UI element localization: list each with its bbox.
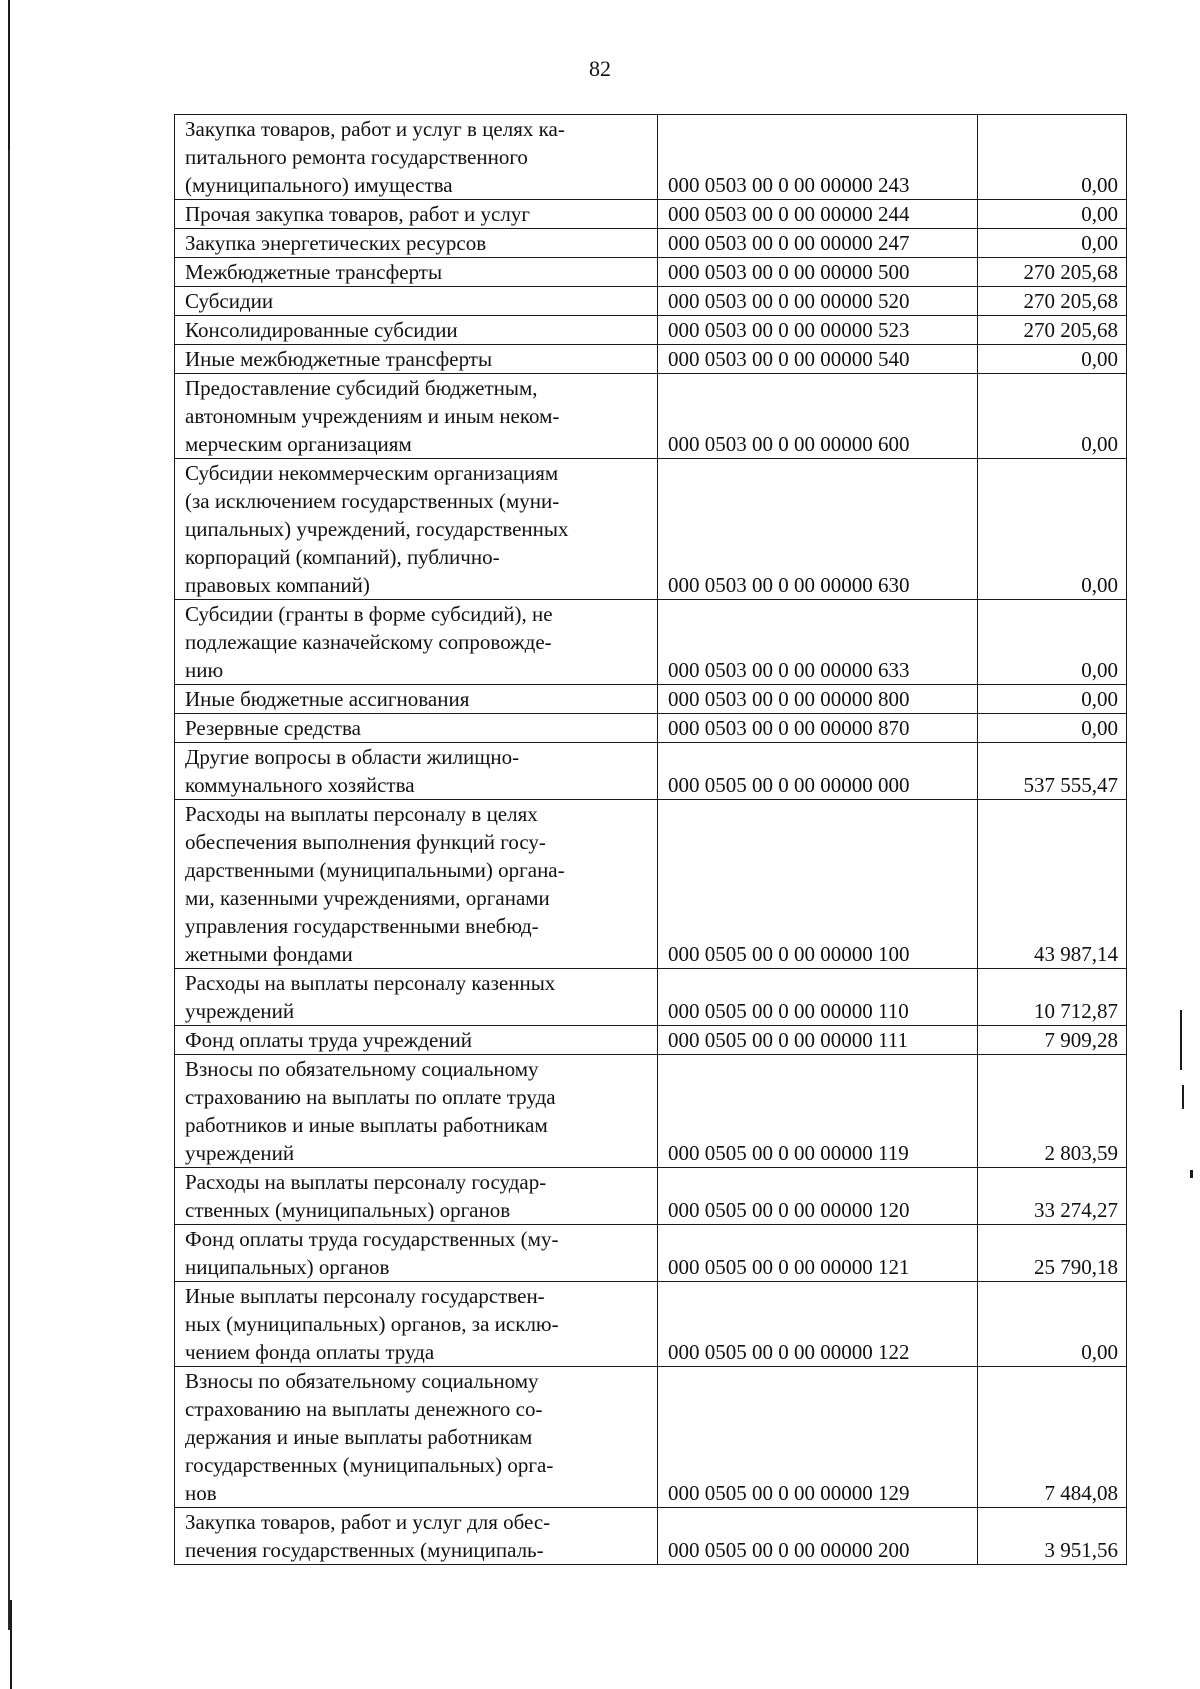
budget-code-cell: 000 0503 00 0 00 00000 870 (658, 714, 978, 743)
amount-cell: 25 790,18 (978, 1225, 1127, 1282)
page-number: 82 (589, 56, 611, 81)
expense-name-cell: Прочая закупка товаров, работ и услуг (175, 200, 658, 229)
expense-name-cell: Иные межбюджетные трансферты (175, 345, 658, 374)
table-row (175, 1168, 1127, 1225)
table-row (175, 1508, 1127, 1565)
table-row (175, 743, 1127, 800)
expense-name-cell: Консолидированные субсидии (175, 316, 658, 345)
scan-edge-line (1180, 1010, 1182, 1070)
amount-cell: 0,00 (978, 600, 1127, 685)
amount-cell: 270 205,68 (978, 316, 1127, 345)
table-row (175, 1367, 1127, 1508)
table-row (175, 800, 1127, 969)
expense-name-cell: Закупка товаров, работ и услуг для обес- печения государственных (муниципаль- (175, 1508, 658, 1565)
amount-cell: 2 803,59 (978, 1055, 1127, 1168)
table-body (175, 115, 1127, 1565)
amount-cell: 0,00 (978, 459, 1127, 600)
expense-name-cell: Субсидии некоммерческим организациям (за исключением государственных (муни- ципальных) учреждений, государственных корпораций (компаний), публично- правовых компаний) (175, 459, 658, 600)
amount-cell: 0,00 (978, 115, 1127, 200)
budget-code-cell: 000 0505 00 0 00 00000 129 (658, 1367, 978, 1508)
expense-name-cell: Закупка энергетических ресурсов (175, 229, 658, 258)
budget-code-cell: 000 0503 00 0 00 00000 520 (658, 287, 978, 316)
table-row (175, 229, 1127, 258)
amount-cell: 33 274,27 (978, 1168, 1127, 1225)
expense-name-cell: Субсидии (гранты в форме субсидий), не подлежащие казначейскому сопровожде- нию (175, 600, 658, 685)
expense-name-cell: Расходы на выплаты персоналу государ- ственных (муниципальных) органов (175, 1168, 658, 1225)
amount-cell: 0,00 (978, 685, 1127, 714)
amount-cell: 0,00 (978, 345, 1127, 374)
amount-cell: 0,00 (978, 1282, 1127, 1367)
budget-code-cell: 000 0505 00 0 00 00000 000 (658, 743, 978, 800)
amount-cell: 7 484,08 (978, 1367, 1127, 1508)
amount-cell: 7 909,28 (978, 1026, 1127, 1055)
expense-name-cell: Иные бюджетные ассигнования (175, 685, 658, 714)
budget-code-cell: 000 0505 00 0 00 00000 121 (658, 1225, 978, 1282)
expense-name-cell: Расходы на выплаты персоналу в целях обеспечения выполнения функций госу- дарственными (муниципальными) органа- ми, казенными учреждениями, органами управления государственными внебюд- жетными фондами (175, 800, 658, 969)
amount-cell: 3 951,56 (978, 1508, 1127, 1565)
budget-code-cell: 000 0503 00 0 00 00000 247 (658, 229, 978, 258)
budget-code-cell: 000 0503 00 0 00 00000 540 (658, 345, 978, 374)
amount-cell: 0,00 (978, 200, 1127, 229)
expense-name-cell: Субсидии (175, 287, 658, 316)
table-row (175, 287, 1127, 316)
expense-name-cell: Фонд оплаты труда учреждений (175, 1026, 658, 1055)
budget-code-cell: 000 0503 00 0 00 00000 600 (658, 374, 978, 459)
table-row (175, 200, 1127, 229)
table-row (175, 374, 1127, 459)
budget-code-cell: 000 0505 00 0 00 00000 110 (658, 969, 978, 1026)
table-row (175, 1055, 1127, 1168)
budget-code-cell: 000 0505 00 0 00 00000 122 (658, 1282, 978, 1367)
scan-edge-line (10, 1600, 12, 1689)
scan-edge-line (8, 150, 10, 1630)
budget-code-cell: 000 0503 00 0 00 00000 800 (658, 685, 978, 714)
expense-name-cell: Взносы по обязательному социальному страхованию на выплаты денежного со- держания и иные выплаты работникам государственных (муниципальных) орга- нов (175, 1367, 658, 1508)
expense-name-cell: Резервные средства (175, 714, 658, 743)
scan-edge-line (1182, 1085, 1184, 1109)
table-row (175, 969, 1127, 1026)
table-row (175, 316, 1127, 345)
amount-cell: 10 712,87 (978, 969, 1127, 1026)
budget-code-cell: 000 0503 00 0 00 00000 244 (658, 200, 978, 229)
expense-name-cell: Закупка товаров, работ и услуг в целях ка- питального ремонта государственного (муниципального) имущества (175, 115, 658, 200)
amount-cell: 270 205,68 (978, 287, 1127, 316)
scan-speck (9, 1617, 11, 1623)
expense-name-cell: Межбюджетные трансферты (175, 258, 658, 287)
table-row (175, 714, 1127, 743)
expense-name-cell: Расходы на выплаты персоналу казенных учреждений (175, 969, 658, 1026)
table-row (175, 685, 1127, 714)
budget-code-cell: 000 0503 00 0 00 00000 523 (658, 316, 978, 345)
budget-code-cell: 000 0503 00 0 00 00000 630 (658, 459, 978, 600)
table-row (175, 459, 1127, 600)
table-row (175, 115, 1127, 200)
budget-code-cell: 000 0503 00 0 00 00000 243 (658, 115, 978, 200)
expense-name-cell: Иные выплаты персоналу государствен- ных (муниципальных) органов, за исклю- чением фонда оплаты труда (175, 1282, 658, 1367)
amount-cell: 0,00 (978, 374, 1127, 459)
amount-cell: 270 205,68 (978, 258, 1127, 287)
table-row (175, 258, 1127, 287)
table-row (175, 345, 1127, 374)
budget-code-cell: 000 0503 00 0 00 00000 633 (658, 600, 978, 685)
budget-expenditure-table (174, 114, 1127, 1565)
expense-name-cell: Фонд оплаты труда государственных (му- ниципальных) органов (175, 1225, 658, 1282)
budget-code-cell: 000 0505 00 0 00 00000 111 (658, 1026, 978, 1055)
table-row (175, 1225, 1127, 1282)
budget-code-cell: 000 0503 00 0 00 00000 500 (658, 258, 978, 287)
budget-code-cell: 000 0505 00 0 00 00000 200 (658, 1508, 978, 1565)
expense-name-cell: Другие вопросы в области жилищно- коммунального хозяйства (175, 743, 658, 800)
amount-cell: 0,00 (978, 714, 1127, 743)
table-row (175, 1282, 1127, 1367)
table-row (175, 600, 1127, 685)
budget-code-cell: 000 0505 00 0 00 00000 119 (658, 1055, 978, 1168)
amount-cell: 537 555,47 (978, 743, 1127, 800)
scan-speck (1190, 1170, 1193, 1178)
table-row (175, 1026, 1127, 1055)
budget-code-cell: 000 0505 00 0 00 00000 100 (658, 800, 978, 969)
budget-code-cell: 000 0505 00 0 00 00000 120 (658, 1168, 978, 1225)
amount-cell: 43 987,14 (978, 800, 1127, 969)
expense-name-cell: Предоставление субсидий бюджетным, автономным учреждениям и иным неком- мерческим организациям (175, 374, 658, 459)
amount-cell: 0,00 (978, 229, 1127, 258)
expense-name-cell: Взносы по обязательному социальному страхованию на выплаты по оплате труда работников и иные выплаты работникам учреждений (175, 1055, 658, 1168)
